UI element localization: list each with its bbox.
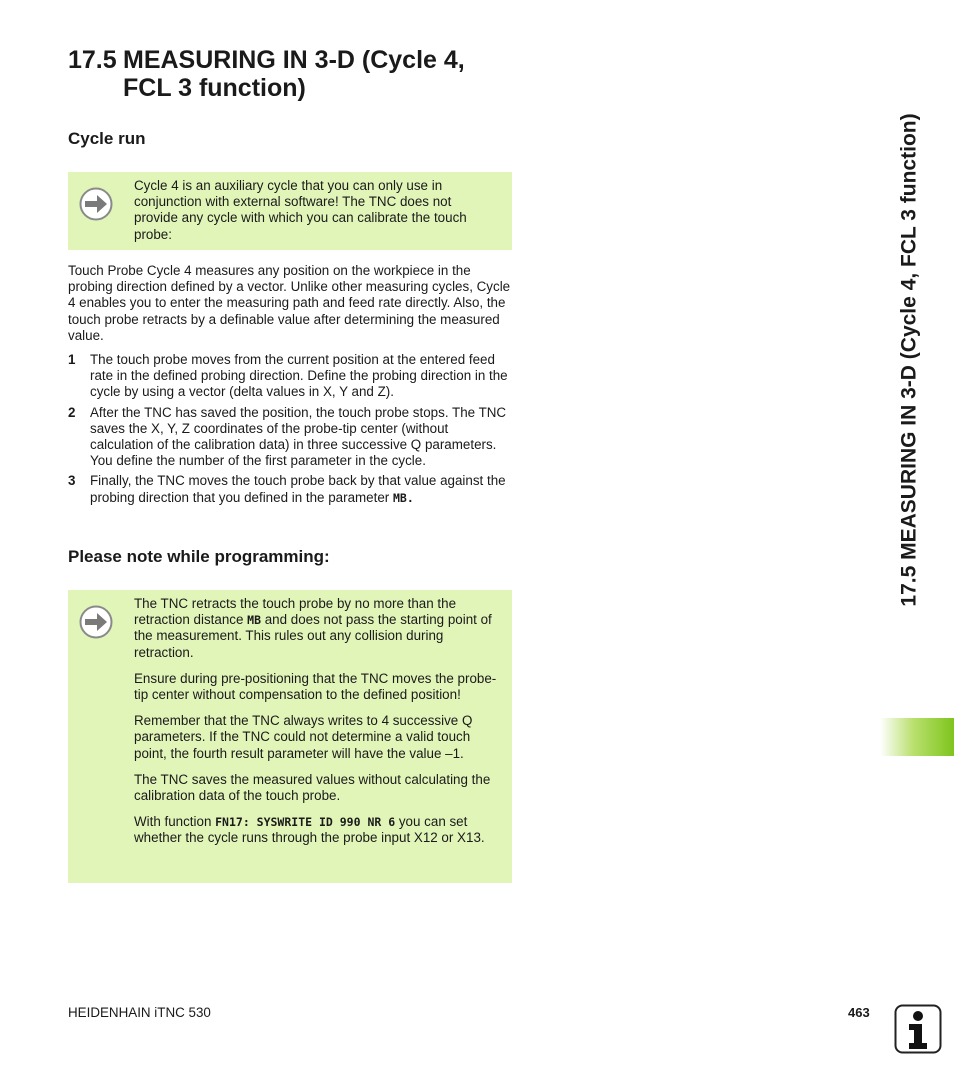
page-title: [68, 46, 528, 102]
note-paragraph: Ensure during pre-positioning that the TNC moves the probe-tip center without compensation to the defined position!: [134, 670, 497, 703]
programming-heading: Please note while programming:: [68, 547, 330, 566]
chapter-tab: [880, 718, 954, 756]
step-number: 3: [68, 473, 76, 489]
step-list: [68, 352, 512, 506]
section-number: 17.5: [68, 46, 117, 74]
programming-note: [68, 590, 512, 883]
step-text: Finally, the TNC moves the touch probe back by that value against the probing direction that you defined in the parameter: [90, 473, 506, 505]
info-icon: [894, 1004, 942, 1054]
note-paragraph: Remember that the TNC always writes to 4 successive Q parameters. If the TNC could not determine a valid touch point, the fourth result parameter will have the value –1.: [134, 713, 473, 761]
function-code: FN17: SYSWRITE ID 990 NR 6: [215, 815, 396, 830]
parameter-code: MB.: [392, 490, 414, 505]
cycle-run-body: [68, 263, 512, 510]
cycle-run-heading: Cycle run: [68, 129, 146, 148]
intro-paragraph: Touch Probe Cycle 4 measures any position on the workpiece in the probing direction defined by a vector. Unlike other measuring cycles, Cycle 4 enables you to enter the measuring path and feed rate directly. Also, the touch probe retracts by a definable value after determining the measured value.: [68, 263, 511, 343]
step-text: After the TNC has saved the position, the touch probe stops. The TNC saves the X, Y, Z coordinates of the probe-tip center (without calculation of the calibration data) in three successive Q parameters. You define the number of the first parameter in the cycle.: [90, 404, 507, 469]
note-text: The TNC retracts the touch probe by no more than the retraction distance: [134, 596, 457, 628]
step-text: The touch probe moves from the current position at the entered feed rate in the defined probing direction. Define the probing direction in the cycle by using a vector (delta values in X, Y and Z).: [90, 352, 508, 400]
step-number: 2: [68, 404, 76, 420]
note-text: you can set whether the cycle runs through the probe input X12 or X13.: [134, 814, 485, 846]
note-text: Cycle 4 is an auxiliary cycle that you can only use in conjunction with external software! The TNC does not provide any cycle with which you can calibrate the touch probe:: [134, 178, 467, 242]
page-number: 463: [848, 1005, 870, 1020]
note-text: With function: [134, 814, 216, 830]
note-paragraph: The TNC saves the measured values without calculating the calibration data of the touch probe.: [134, 771, 491, 804]
footer-product: HEIDENHAIN iTNC 530: [68, 1005, 211, 1020]
parameter-code: MB: [247, 613, 261, 628]
side-title-text: 17.5 MEASURING IN 3-D (Cycle 4, FCL 3 function): [898, 113, 922, 607]
cycle-run-note: [68, 172, 512, 250]
section-title-line1: MEASURING IN 3-D (Cycle 4,: [123, 46, 465, 74]
list-item: [68, 352, 512, 401]
list-item: [68, 405, 512, 470]
step-number: 1: [68, 352, 76, 368]
list-item: [68, 473, 512, 505]
side-chapter-title: [880, 55, 940, 665]
note-paragraph: [134, 814, 498, 846]
arrow-right-circle-icon: [79, 605, 113, 639]
note-paragraph: [134, 596, 498, 661]
note-text: and does not pass the starting point of the measurement. This rules out any collision during retraction.: [134, 612, 492, 660]
arrow-right-circle-icon: [79, 187, 113, 221]
section-title-line2: FCL 3 function): [123, 74, 306, 102]
